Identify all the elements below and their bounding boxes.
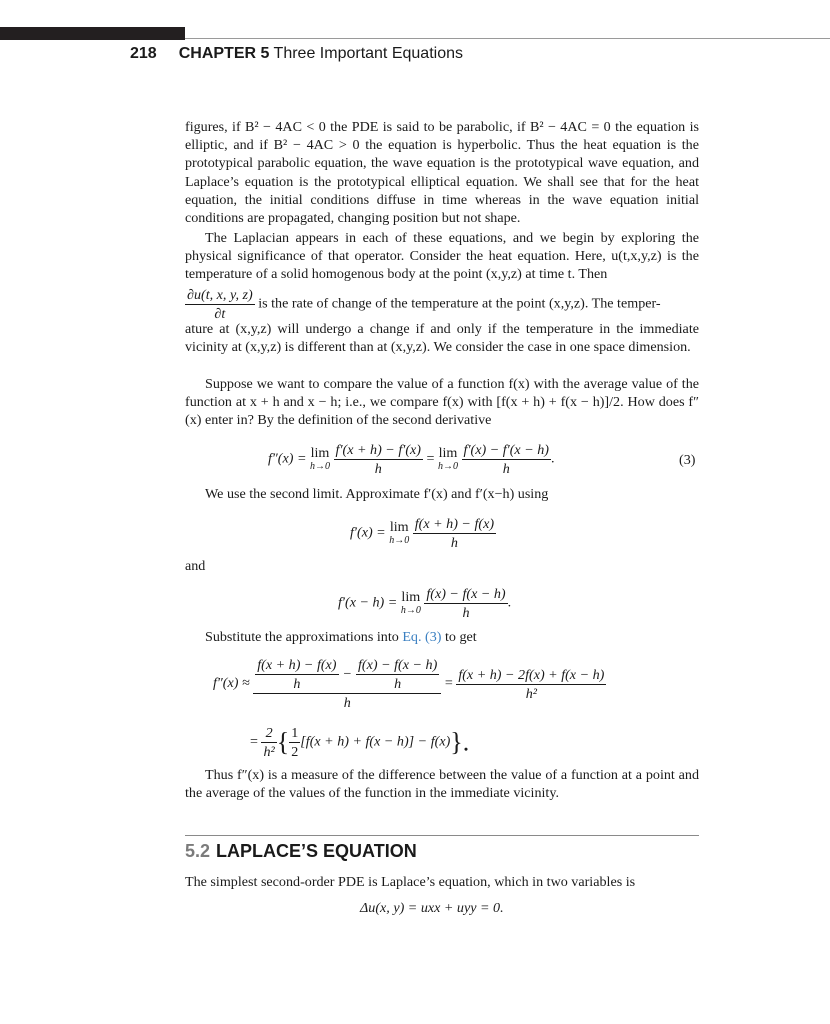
page-number: 218 xyxy=(130,45,157,62)
partial-derivative-line xyxy=(185,286,661,323)
equation-fprime: f′(x) = lim h→0 $\frac{f(x + h) - f(x)}{h}$ xyxy=(350,516,495,551)
connector-and: and xyxy=(185,558,206,574)
paragraph-temperature-change: ature at (x,y,z) will undergo a change if and only if the temperature in the immediate vicinity at (x,y,z) is different than at (x,y,z). We consider the case in one space dimension. xyxy=(185,321,699,356)
equation-3: f″(x) = lim h→0 $\frac{f'(x + h) - f'(x)}{h}$ = lim h→0 $\frac{f'(x) - f'(x - h)}{h}$ . xyxy=(268,442,555,477)
chapter-label: CHAPTER 5 xyxy=(178,45,270,62)
partial-derivative-fraction: $\frac{\partial u(t, x, y, z)}{\partial t}$ xyxy=(187,287,253,322)
section-number: 5.2 xyxy=(185,841,211,861)
equation-3-number: (3) xyxy=(679,452,696,468)
chapter-title: Three Important Equations xyxy=(273,45,463,62)
paragraph-second-limit: We use the second limit. Approximate f′(x) and f′(x−h) using xyxy=(205,486,549,502)
partial-derivative-text: is the rate of change of the temperature at the point (x,y,z). The temper- xyxy=(258,295,661,312)
section-rule xyxy=(185,835,699,836)
equation-laplace: Δu(x, y) = uxx + uyy = 0. xyxy=(360,900,504,916)
equation-approx-average: = $\frac{2}{\text{h²}}$ { $\frac{1}{2}$ [f(x + h) + f(x − h)] − f(x)}. xyxy=(250,725,470,760)
paragraph-substitute: Substitute the approximations into Eq. (3) to get xyxy=(205,629,477,645)
equation-3-link[interactable]: Eq. (3) xyxy=(402,629,442,645)
running-header xyxy=(130,45,463,63)
equation-approx: f″(x) ≈ $\frac{f(x + h) - f(x)}{h}$ − $\frac{f(x) - f(x - h)}{h}$ h = $\frac{f(x + h) - 2f(x) + f(x - h)}{\text{h²}}$ xyxy=(213,657,605,711)
section-heading xyxy=(185,841,417,862)
paragraph-laplace-intro: The simplest second-order PDE is Laplace’s equation, which in two variables is xyxy=(185,874,636,890)
equation-fprime-shift: f′(x − h) = lim h→0 $\frac{f(x) - f(x - h)}{h}$ . xyxy=(338,586,512,621)
paragraph-pde-classification: figures, if B² − 4AC < 0 the PDE is said to be parabolic, if B² − 4AC = 0 the equation is elliptic, and if B² − 4AC > 0 the equation is hyperbolic. Thus the heat equation is the prototypical parabolic equation, the wave equation is the prototypical wave equation, and Laplace’s equation is the prototypical elliptical equation. We shall see that for the heat equation, the initial conditions diffuse in time whereas in the wave equation initial conditions are propagated, changing position but not shape. xyxy=(185,119,699,227)
header-rule xyxy=(185,38,830,39)
paragraph-compare-average: Suppose we want to compare the value of a function f(x) with the average value of the function at x + h and x − h; i.e., we compare f(x) with [f(x + h) + f(x − h)]/2. How does f″(x) enter in? By the definition of the second derivative xyxy=(185,376,699,429)
header-dark-bar xyxy=(0,27,185,40)
paragraph-laplacian-intro: The Laplacian appears in each of these equations, and we begin by exploring the physical significance of that operator. Consider the heat equation. Here, u(t,x,y,z) is the temperature of a solid homogenous body at the point (x,y,z) at time t. Then xyxy=(185,230,699,283)
paragraph-conclusion: Thus f″(x) is a measure of the difference between the value of a function at a point and the average of the values of the function in the immediate vicinity. xyxy=(185,767,699,802)
section-title: LAPLACE’S EQUATION xyxy=(216,841,417,861)
